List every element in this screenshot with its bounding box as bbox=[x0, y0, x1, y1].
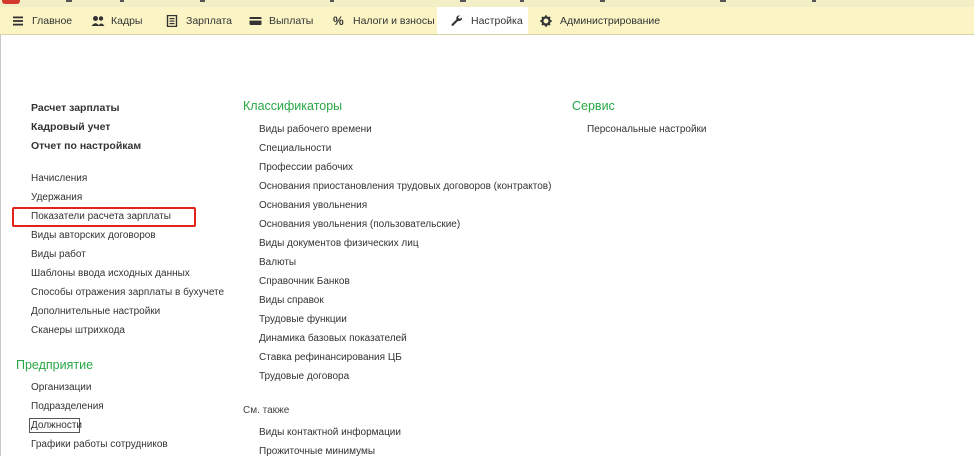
suspension-grounds-link[interactable]: Основания приостановления трудовых договоров (контрактов) bbox=[259, 181, 552, 192]
positions-link[interactable]: Должности bbox=[31, 420, 83, 431]
tab-main[interactable] bbox=[12, 7, 72, 34]
tab-salary-label: Зарплата bbox=[186, 14, 232, 27]
input-templates-link[interactable]: Шаблоны ввода исходных данных bbox=[31, 268, 190, 279]
accruals-link[interactable]: Начисления bbox=[31, 173, 88, 184]
tab-settings-label: Настройка bbox=[471, 14, 523, 27]
service-group-title: Сервис bbox=[572, 99, 615, 113]
tab-hr[interactable] bbox=[91, 7, 142, 34]
personal-settings-link[interactable]: Персональные настройки bbox=[587, 124, 707, 135]
payroll-indicators-link[interactable]: Показатели расчета зарплаты bbox=[31, 211, 171, 222]
departments-link[interactable]: Подразделения bbox=[31, 401, 104, 412]
currencies-link[interactable]: Валюты bbox=[259, 257, 297, 268]
tab-taxes-label: Налоги и взносы bbox=[353, 14, 435, 27]
window-title-strip bbox=[0, 0, 974, 7]
tab-taxes[interactable] bbox=[333, 7, 435, 34]
deductions-link[interactable]: Удержания bbox=[31, 192, 83, 203]
refinancing-rate-link[interactable]: Ставка рефинансирования ЦБ bbox=[259, 352, 402, 363]
barcode-scanners-link[interactable]: Сканеры штрихкода bbox=[31, 325, 125, 336]
see-also-title: См. также bbox=[243, 405, 290, 416]
payroll-settings-link[interactable]: Расчет зарплаты bbox=[31, 102, 120, 114]
organizations-link[interactable]: Организации bbox=[31, 382, 92, 393]
percent-icon: % bbox=[333, 13, 344, 28]
worker-professions-link[interactable]: Профессии рабочих bbox=[259, 162, 354, 173]
hamburger-icon bbox=[12, 15, 24, 27]
work-schedules-link[interactable]: Графики работы сотрудников bbox=[31, 439, 168, 450]
ledger-icon bbox=[166, 15, 178, 27]
banks-directory-link[interactable]: Справочник Банков bbox=[259, 276, 350, 287]
additional-settings-link[interactable]: Дополнительные настройки bbox=[31, 306, 161, 317]
subsistence-minimums-link[interactable]: Прожиточные минимумы bbox=[259, 446, 376, 457]
settings-report-link[interactable]: Отчет по настройкам bbox=[31, 140, 142, 152]
work-types-link[interactable]: Виды работ bbox=[31, 249, 86, 260]
people-icon bbox=[91, 15, 103, 27]
contact-info-types-link[interactable]: Виды контактной информации bbox=[259, 427, 401, 438]
custom-dismissal-grounds-link[interactable]: Основания увольнения (пользовательские) bbox=[259, 219, 461, 230]
tab-administration[interactable] bbox=[540, 7, 660, 34]
card-icon bbox=[249, 15, 261, 27]
accounting-reflection-link[interactable]: Способы отражения зарплаты в бухучете bbox=[31, 287, 225, 298]
certificate-types-link[interactable]: Виды справок bbox=[259, 295, 324, 306]
hr-settings-link[interactable]: Кадровый учет bbox=[31, 121, 111, 133]
base-indicators-dynamics-link[interactable]: Динамика базовых показателей bbox=[259, 333, 407, 344]
labor-functions-link[interactable]: Трудовые функции bbox=[259, 314, 347, 325]
worktime-types-link[interactable]: Виды рабочего времени bbox=[259, 124, 372, 135]
tab-hr-label: Кадры bbox=[111, 14, 143, 27]
tab-salary[interactable] bbox=[166, 7, 232, 34]
dismissal-grounds-link[interactable]: Основания увольнения bbox=[259, 200, 368, 211]
tab-main-label: Главное bbox=[32, 14, 73, 27]
highlight-annotation bbox=[12, 207, 196, 227]
tab-administration-label: Администрирование bbox=[560, 14, 661, 27]
labor-contracts-link[interactable]: Трудовые договора bbox=[259, 371, 350, 382]
app-logo-icon bbox=[2, 0, 20, 4]
tab-settings[interactable] bbox=[437, 7, 528, 34]
gear-icon bbox=[540, 15, 552, 27]
tab-payments-label: Выплаты bbox=[269, 14, 314, 27]
enterprise-group-title: Предприятие bbox=[16, 358, 94, 372]
wrench-icon bbox=[451, 15, 463, 27]
classifiers-group-title: Классификаторы bbox=[243, 99, 343, 113]
section-panel bbox=[0, 7, 974, 35]
content-left-border bbox=[0, 35, 1, 456]
id-document-types-link[interactable]: Виды документов физических лиц bbox=[259, 238, 419, 249]
specialties-link[interactable]: Специальности bbox=[259, 143, 332, 154]
tab-payments[interactable] bbox=[249, 7, 313, 34]
author-contract-types-link[interactable]: Виды авторских договоров bbox=[31, 230, 156, 241]
